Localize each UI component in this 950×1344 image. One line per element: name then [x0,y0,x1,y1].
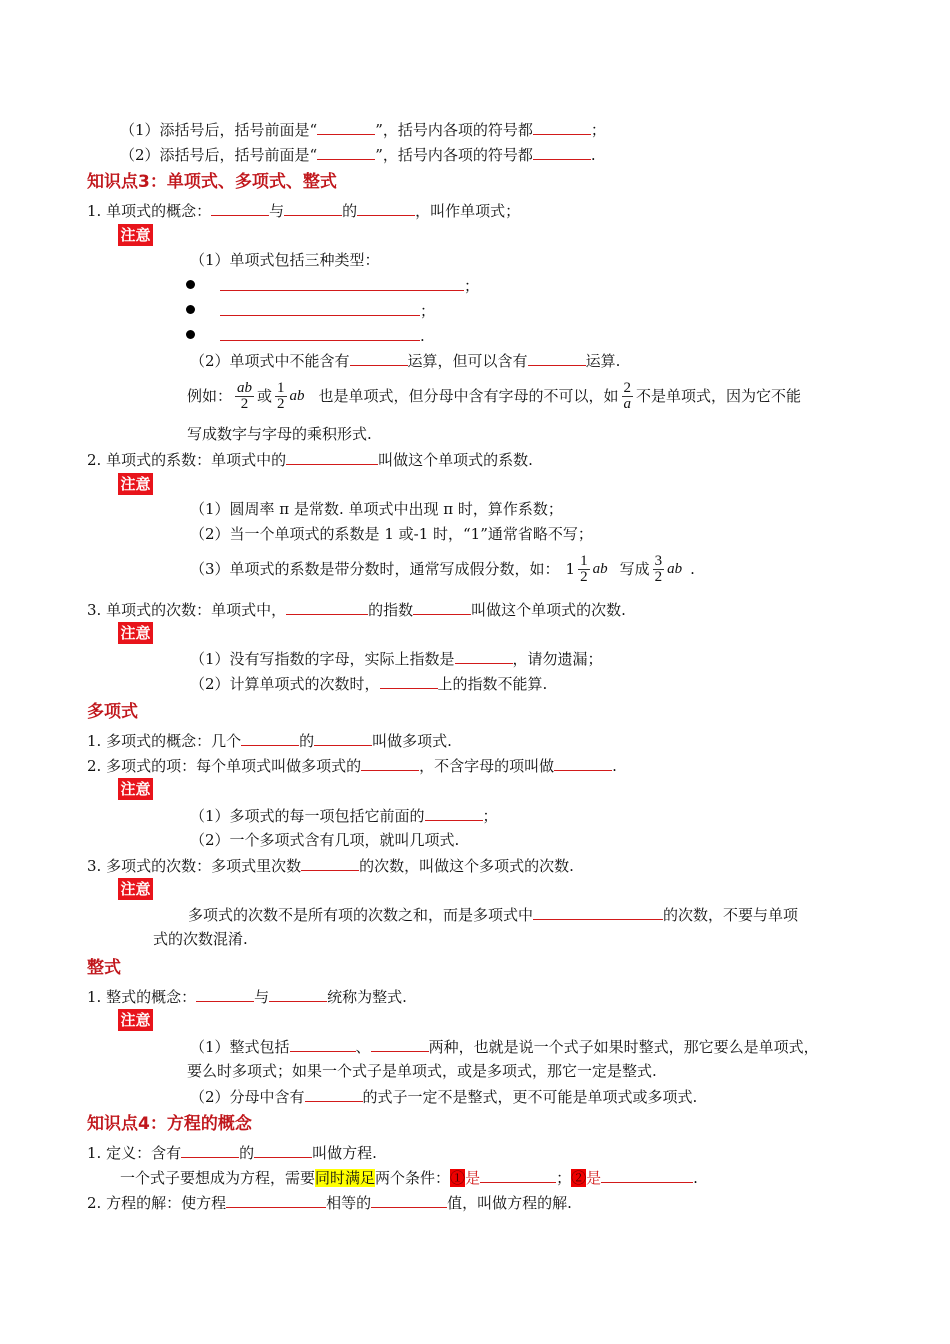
text: 1. 单项式的概念： [87,202,212,220]
text: ”，括号内各项的符号都 [375,121,533,139]
poly-degree [87,855,574,876]
fraction-half [275,381,287,412]
text: 是 [586,1169,602,1187]
blank [455,648,513,664]
text: 2. 单项式的系数：单项式中的 [87,451,287,469]
blank [286,449,378,465]
text: 写成 [619,560,650,578]
text: 运算. [585,352,621,370]
text: 的次数，叫做这个多项式的次数. [359,857,574,875]
text: 、 [355,1038,371,1056]
blank [220,300,420,316]
text: 2. 多项式的项：每个单项式叫做多项式的 [87,757,362,775]
text: 叫做多项式. [372,732,452,750]
blank [254,1142,312,1158]
text: . [420,327,425,345]
numerator: ab [237,379,253,396]
mono-note-1: （1）单项式包括三种类型： [190,251,380,269]
text: ，请勿遗漏； [512,650,603,668]
blank [371,1036,429,1052]
note-badge: 注意 [118,778,153,800]
text: 是 [465,1169,481,1187]
text: 相等的 [326,1194,372,1212]
text: 3. 多项式的次数：多项式里次数 [87,857,302,875]
numerator: 2 [623,379,632,396]
mono-example [187,380,801,412]
text: 叫做这个单项式的次数. [471,601,626,619]
text: 1. 整式的概念： [87,988,197,1006]
text: . [590,146,596,164]
numerator: 1 [277,379,285,396]
int-note-1-cont: 要么时多项式；如果一个式子是单项式，或是多项式，那它一定是整式. [187,1062,657,1080]
int-definition [87,986,407,1007]
fraction-2-over-a [622,381,634,412]
text: 一个式子要想成为方程，需要 [120,1169,316,1187]
blank [290,1036,356,1052]
note-badge: 注意 [118,878,153,900]
text: 两种，也就是说一个式子如果时整式，那它要么是单项式， [428,1038,819,1056]
section-heading-kp4: 知识点4：方程的概念 [87,1114,252,1134]
blank [601,1167,693,1183]
mono-degree [87,599,626,620]
denominator: 2 [240,395,249,412]
poly-terms [87,755,617,776]
bullet-item [220,275,479,296]
text: ； [556,1169,572,1187]
poly-definition [87,730,452,751]
text: 例如： [187,387,233,405]
circled-number-2: ② [571,1169,587,1187]
numerator: 1 [580,552,588,569]
bullet-icon [186,305,195,314]
section-heading-integral: 整式 [87,958,121,978]
text: 两个条件： [375,1169,451,1187]
text: （1）多项式的每一项包括它前面的 [190,807,425,825]
mixed-fraction [578,554,590,585]
equation-conditions [120,1167,698,1188]
blank [317,119,375,135]
blank [480,1167,556,1183]
blank [350,350,408,366]
text: 叫做方程. [312,1144,377,1162]
text: 的次数，不要与单项 [663,906,799,924]
note-badge: 注意 [118,473,153,495]
text: 的式子一定不是整式，更不可能是单项式或多项式. [362,1088,698,1106]
text: 上的指数不能算. [437,675,548,693]
blank [413,599,471,615]
text: 1. 多项式的概念：几个 [87,732,242,750]
mono-example-cont: 写成数字与字母的乘积形式. [187,425,372,443]
text: （2）分母中含有 [190,1088,305,1106]
numerator: 3 [654,552,663,569]
line-bracket-rule-2 [120,144,596,165]
equation-definition [87,1142,377,1163]
text: ； [420,302,436,320]
poly-note-3-cont: 式的次数混淆. [153,930,248,948]
denominator: 2 [580,568,588,585]
blank [226,1192,326,1208]
text: 值，叫做方程的解. [447,1194,572,1212]
section-heading-kp3: 知识点3：单项式、多项式、整式 [87,172,337,192]
line-bracket-rule-1 [120,119,606,140]
highlighted-text: 同时满足 [315,1169,376,1187]
text: 的指数 [368,601,414,619]
variable-ab: ab [592,561,608,577]
text: 多项式的次数不是所有项的次数之和，而是多项式中 [188,906,534,924]
blank [533,119,591,135]
denominator: 2 [654,568,663,585]
mono-note-2 [190,350,620,371]
text: . [693,1169,698,1187]
blank [317,144,375,160]
coef-note-1: （1）圆周率 π 是常数. 单项式中出现 π 时，算作系数； [190,500,563,518]
text: 统称为整式. [327,988,407,1006]
blank [554,755,612,771]
text: （3）单项式的系数是带分数时，通常写成假分数，如： [190,560,560,578]
text: 叫做这个单项式的系数. [378,451,533,469]
int-note-2 [190,1086,697,1107]
text: 的 [239,1144,255,1162]
text: 也是单项式，但分母中含有字母的不可以，如 [318,387,619,405]
text: （2）计算单项式的次数时， [190,675,380,693]
blank [220,275,464,291]
section-heading-polynomial: 多项式 [87,702,138,722]
text: . [612,757,617,775]
blank [196,986,254,1002]
degree-note-1 [190,648,603,669]
coef-note-2: （2）当一个单项式的系数是 1 或-1 时，“1”通常省略不写； [190,525,593,543]
poly-note-2: （2）一个多项式含有几项，就叫几项式. [190,831,460,849]
denominator: 2 [277,395,285,412]
blank [241,730,299,746]
text: 3. 单项式的次数：单项式中， [87,601,287,619]
text: 运算，但可以含有 [407,352,528,370]
text: 不是单项式，因为它不能 [636,387,802,405]
text: 与 [254,988,270,1006]
blank [211,200,269,216]
text: ； [464,277,480,295]
blank [380,673,438,689]
improper-fraction [653,554,665,585]
blank [314,730,372,746]
text: （2）添括号后，括号前面是“ [120,146,318,164]
bullet-item [220,300,435,321]
text: 或 [257,387,273,405]
text: 2. 方程的解：使方程 [87,1194,227,1212]
blank [357,200,415,216]
text: . [690,560,695,578]
blank [284,200,342,216]
text: （1）添括号后，括号前面是“ [120,121,318,139]
fraction-ab-over-2 [235,381,254,412]
blank [305,1086,363,1102]
text: ； [590,121,606,139]
blank [220,325,420,341]
blank [371,1192,447,1208]
mono-coefficient [87,449,533,470]
note-badge: 注意 [118,622,153,644]
mono-definition [87,200,520,221]
bullet-icon [186,330,195,339]
text: ，不含字母的项叫做 [419,757,555,775]
text: ，叫作单项式； [415,202,521,220]
variable-ab: ab [667,561,683,577]
poly-note-1 [190,805,498,826]
blank [181,1142,239,1158]
text: 的 [299,732,315,750]
blank [528,350,586,366]
text: ”，括号内各项的符号都 [375,146,533,164]
blank [425,805,483,821]
degree-note-2 [190,673,547,694]
text: 1. 定义：含有 [87,1144,182,1162]
mixed-whole: 1 [565,560,576,578]
blank [533,144,591,160]
blank [361,755,419,771]
coef-note-3 [190,553,695,585]
text: （2）单项式中不能含有 [190,352,350,370]
variable-ab: ab [289,388,305,404]
text: 的 [342,202,358,220]
bullet-icon [186,280,195,289]
int-note-1 [190,1036,819,1057]
blank [286,599,368,615]
equation-solution [87,1192,572,1213]
text: ； [482,807,498,825]
denominator: a [623,395,632,412]
text: （1）整式包括 [190,1038,290,1056]
text: （1）没有写指数的字母，实际上指数是 [190,650,455,668]
circled-number-1: ① [450,1169,466,1187]
blank [301,855,359,871]
blank [533,904,663,920]
blank [269,986,327,1002]
note-badge: 注意 [118,1009,153,1031]
note-badge: 注意 [118,224,153,246]
poly-note-3 [188,904,798,925]
bullet-item [220,325,425,346]
text: 与 [269,202,285,220]
